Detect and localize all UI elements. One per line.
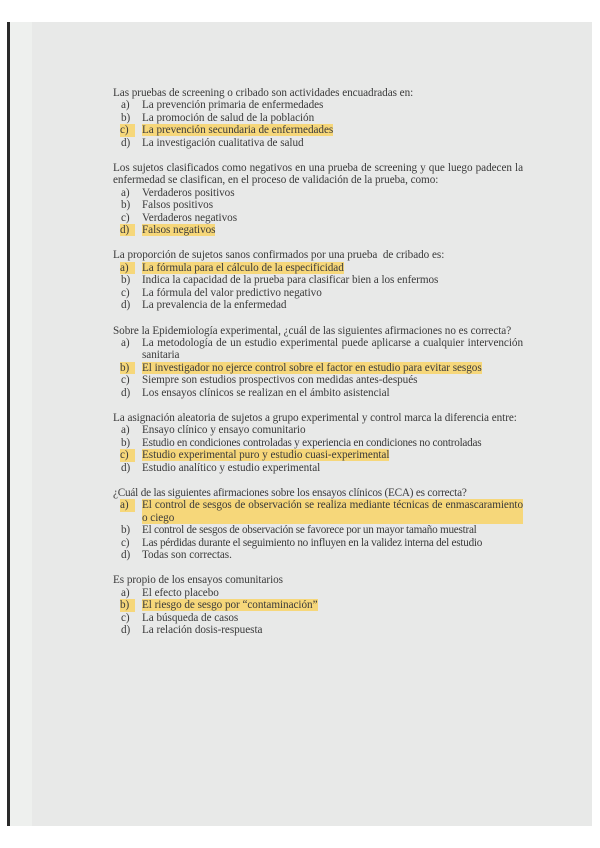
option-letter: d) (121, 624, 131, 637)
option-c (112, 374, 523, 386)
option-letter: b) (121, 274, 131, 287)
option-d (112, 299, 523, 311)
question-2 (113, 162, 523, 236)
option-letter: c) (121, 611, 130, 624)
option-b (112, 112, 523, 124)
quiz-content (113, 87, 523, 649)
option-letter: c) (121, 536, 130, 549)
option-text: Verdaderos negativos (142, 211, 237, 224)
question-stem: La asignación aleatoria de sujetos a grupo experimental y control marca la diferencia entre: (113, 411, 517, 424)
option-a-highlighted-answer (112, 262, 523, 274)
option-text: La búsqueda de casos (142, 611, 239, 624)
option-d (112, 462, 523, 474)
question-7 (113, 574, 523, 636)
question-3 (113, 249, 523, 311)
option-letter: b) (121, 199, 131, 212)
option-letter: c) (120, 124, 135, 136)
option-text: El control de sesgos de observación se favorece por un mayor tamaño muestral (142, 524, 477, 537)
question-5 (113, 412, 523, 474)
option-a-highlighted-answer (112, 499, 523, 524)
question-stem: Es propio de los ensayos comunitarios (113, 574, 283, 587)
option-list (113, 337, 523, 399)
option-b (112, 274, 523, 286)
option-letter: b) (120, 599, 135, 611)
option-c (112, 287, 523, 299)
option-text: Estudio en condiciones controladas y experiencia en condiciones no controladas (142, 436, 482, 449)
option-c-highlighted-answer (112, 449, 523, 461)
option-b (112, 524, 523, 536)
option-letter: d) (120, 224, 135, 236)
option-d (112, 549, 523, 561)
option-letter: d) (121, 136, 131, 149)
option-text: Estudio experimental puro y estudio cuasi-experimental (142, 449, 390, 462)
option-list (113, 99, 523, 149)
option-a (112, 587, 523, 599)
option-letter: d) (121, 386, 131, 399)
option-d (112, 387, 523, 399)
option-d (112, 624, 523, 636)
option-letter: c) (121, 211, 130, 224)
question-6 (113, 487, 523, 561)
option-letter: a) (120, 499, 135, 511)
option-b-highlighted-answer (112, 599, 523, 611)
option-text: La relación dosis-respuesta (142, 624, 263, 637)
option-letter: a) (121, 186, 130, 199)
option-c (112, 537, 523, 549)
option-a (112, 99, 523, 111)
option-list (113, 587, 523, 637)
option-text: Falsos negativos (142, 224, 216, 237)
option-text: La prevención primaria de enfermedades (142, 99, 324, 112)
question-stem: La proporción de sujetos sanos confirmados por una prueba de cribado es: (113, 249, 445, 262)
option-list (113, 424, 523, 474)
option-list (113, 262, 523, 312)
option-list (113, 187, 523, 237)
option-a (112, 337, 523, 362)
option-letter: b) (120, 362, 135, 374)
option-b (112, 437, 523, 449)
option-letter: a) (121, 424, 130, 437)
question-stem: Las pruebas de screening o cribado son actividades encuadradas en: (113, 87, 414, 99)
option-text: El riesgo de sesgo por “contaminación” (142, 599, 318, 612)
option-text: La investigación cualitativa de salud (142, 136, 304, 149)
option-b-highlighted-answer (112, 362, 523, 374)
option-text: El control de sesgos de observación se realiza mediante técnicas de enmascaramiento o ciego (142, 499, 523, 524)
option-text: Ensayo clínico y ensayo comunitario (142, 424, 306, 437)
option-letter: a) (121, 99, 130, 112)
page-edge-shade (10, 22, 32, 826)
option-letter: a) (121, 336, 130, 349)
option-c (112, 212, 523, 224)
option-a (112, 187, 523, 199)
option-letter: c) (121, 374, 130, 387)
option-d (112, 137, 523, 149)
option-b (112, 199, 523, 211)
option-a (112, 424, 523, 436)
option-letter: b) (121, 436, 130, 449)
option-text: Indica la capacidad de la prueba para clasificar bien a los enfermos (142, 274, 439, 287)
option-letter: c) (121, 286, 130, 299)
option-text: Todas son correctas. (142, 549, 232, 561)
option-letter: a) (121, 586, 130, 599)
question-stem: Los sujetos clasificados como negativos en una prueba de screening y que luego padecen la enfermedad se clasifican, en el proceso de validación de la prueba, como: (113, 162, 523, 187)
option-c-highlighted-answer (112, 124, 523, 136)
option-d-highlighted-answer (112, 224, 523, 236)
option-c (112, 612, 523, 624)
option-letter: d) (121, 299, 131, 312)
option-text: Las pérdidas durante el seguimiento no influyen en la validez interna del estudio (142, 536, 483, 549)
option-letter: d) (121, 461, 131, 474)
option-text: Siempre son estudios prospectivos con medidas antes-después (142, 374, 418, 387)
option-letter: a) (120, 262, 135, 274)
question-1 (113, 87, 523, 149)
option-text: La fórmula para el cálculo de la especificidad (142, 261, 344, 274)
option-text: El efecto placebo (142, 586, 219, 599)
option-text: Los ensayos clínicos se realizan en el ámbito asistencial (142, 386, 390, 399)
option-text: El investigador no ejerce control sobre el factor en estudio para evitar sesgos (142, 361, 482, 374)
option-text: La metodología de un estudio experimental puede aplicarse a cualquier intervención sanitaria (142, 336, 523, 362)
question-4 (113, 325, 523, 399)
option-list (113, 499, 523, 561)
option-text: La prevención secundaria de enfermedades (142, 124, 334, 137)
option-letter: b) (121, 524, 130, 537)
option-text: Falsos positivos (142, 199, 214, 212)
question-stem: ¿Cuál de las siguientes afirmaciones sobre los ensayos clínicos (ECA) es correcta? (113, 486, 467, 499)
question-stem: Sobre la Epidemiología experimental, ¿cuál de las siguientes afirmaciones no es correcta? (113, 324, 512, 337)
option-text: La prevalencia de la enfermedad (142, 299, 287, 312)
option-letter: b) (121, 111, 131, 124)
option-text: La fórmula del valor predictivo negativo (142, 286, 322, 299)
option-text: La promoción de salud de la población (142, 111, 315, 124)
option-letter: d) (121, 549, 131, 561)
option-text: Verdaderos positivos (142, 186, 235, 199)
option-letter: c) (120, 449, 135, 461)
option-text: Estudio analítico y estudio experimental (142, 461, 321, 474)
